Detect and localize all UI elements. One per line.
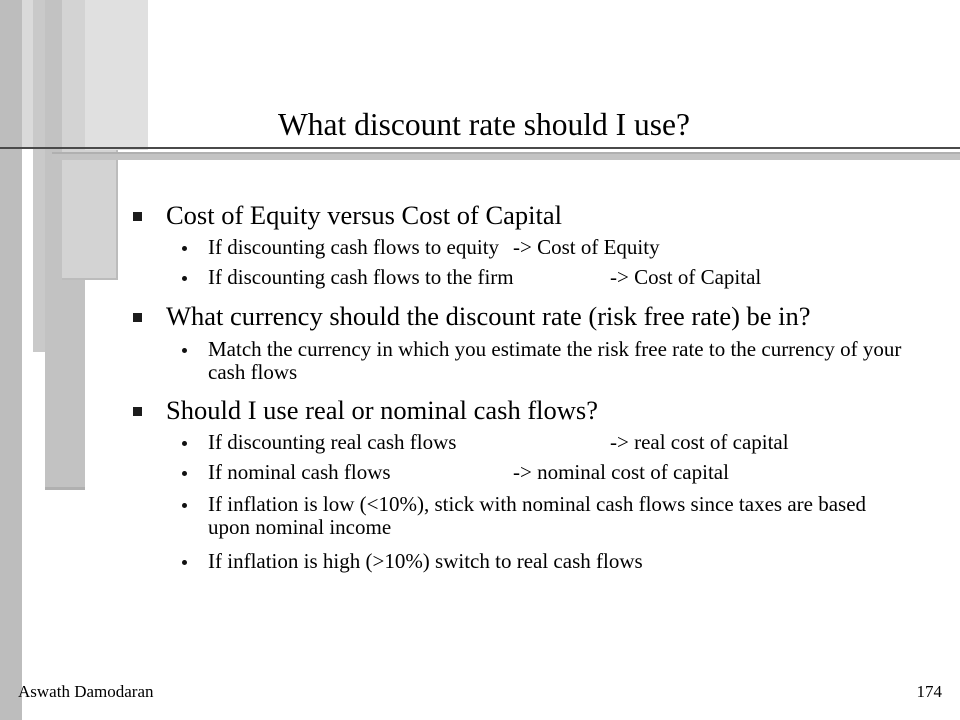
dot-bullet-icon xyxy=(182,246,187,251)
square-bullet-icon xyxy=(133,407,142,416)
sub-bullet-equity xyxy=(208,235,660,259)
bullet-text: Cost of Equity versus Cost of Capital xyxy=(166,200,563,230)
dot-bullet-icon xyxy=(182,503,187,508)
slide-title: What discount rate should I use? xyxy=(278,107,691,142)
page-number: 174 xyxy=(916,682,942,701)
title-divider-shadow xyxy=(52,152,960,160)
sub-bullet-inflation-high xyxy=(208,550,643,573)
bullet-cost-of-equity-vs-capital xyxy=(166,200,562,230)
sub-bullet-nominal xyxy=(208,460,729,484)
decorative-bar-6 xyxy=(85,0,148,150)
dot-bullet-icon xyxy=(182,441,187,446)
sub-bullet-arrow-text: -> Cost of Capital xyxy=(610,265,762,289)
bullet-real-or-nominal xyxy=(166,395,598,425)
sub-bullet-arrow-text: -> real cost of capital xyxy=(610,430,789,454)
bullet-currency xyxy=(166,301,811,331)
sub-bullet-text-line: If inflation is low (<10%), stick with nominal cash flows since taxes are based xyxy=(208,492,867,516)
sub-bullet-arrow-text: -> nominal cost of capital xyxy=(513,460,729,484)
dot-bullet-icon xyxy=(182,348,187,353)
sub-bullet-text: If discounting real cash flows xyxy=(208,430,457,454)
decorative-bar-1 xyxy=(0,0,22,720)
square-bullet-icon xyxy=(133,313,142,322)
sub-bullet-real xyxy=(208,430,789,454)
bullet-text: Should I use real or nominal cash flows? xyxy=(166,395,598,425)
dot-bullet-icon xyxy=(182,560,187,565)
title-divider-line xyxy=(0,147,960,149)
sub-bullet-arrow-text: -> Cost of Equity xyxy=(513,235,660,259)
sub-bullet-match-currency xyxy=(208,338,901,384)
sub-bullet-text-line: cash flows xyxy=(208,360,298,384)
sub-bullet-text-line: upon nominal income xyxy=(208,515,392,539)
dot-bullet-icon xyxy=(182,471,187,476)
sub-bullet-text: If discounting cash flows to equity xyxy=(208,235,500,259)
bullet-text: What currency should the discount rate (risk free rate) be in? xyxy=(166,301,811,331)
square-bullet-icon xyxy=(133,212,142,221)
dot-bullet-icon xyxy=(182,276,187,281)
sub-bullet-text: If inflation is high (>10%) switch to real cash flows xyxy=(208,549,643,573)
sub-bullet-text-line: Match the currency in which you estimate the risk free rate to the currency of your xyxy=(208,337,902,361)
sub-bullet-text: If nominal cash flows xyxy=(208,460,391,484)
sub-bullet-inflation-low xyxy=(208,493,866,539)
sub-bullet-text: If discounting cash flows to the firm xyxy=(208,265,514,289)
sub-bullet-firm xyxy=(208,265,762,289)
footer-author: Aswath Damodaran xyxy=(18,682,154,701)
